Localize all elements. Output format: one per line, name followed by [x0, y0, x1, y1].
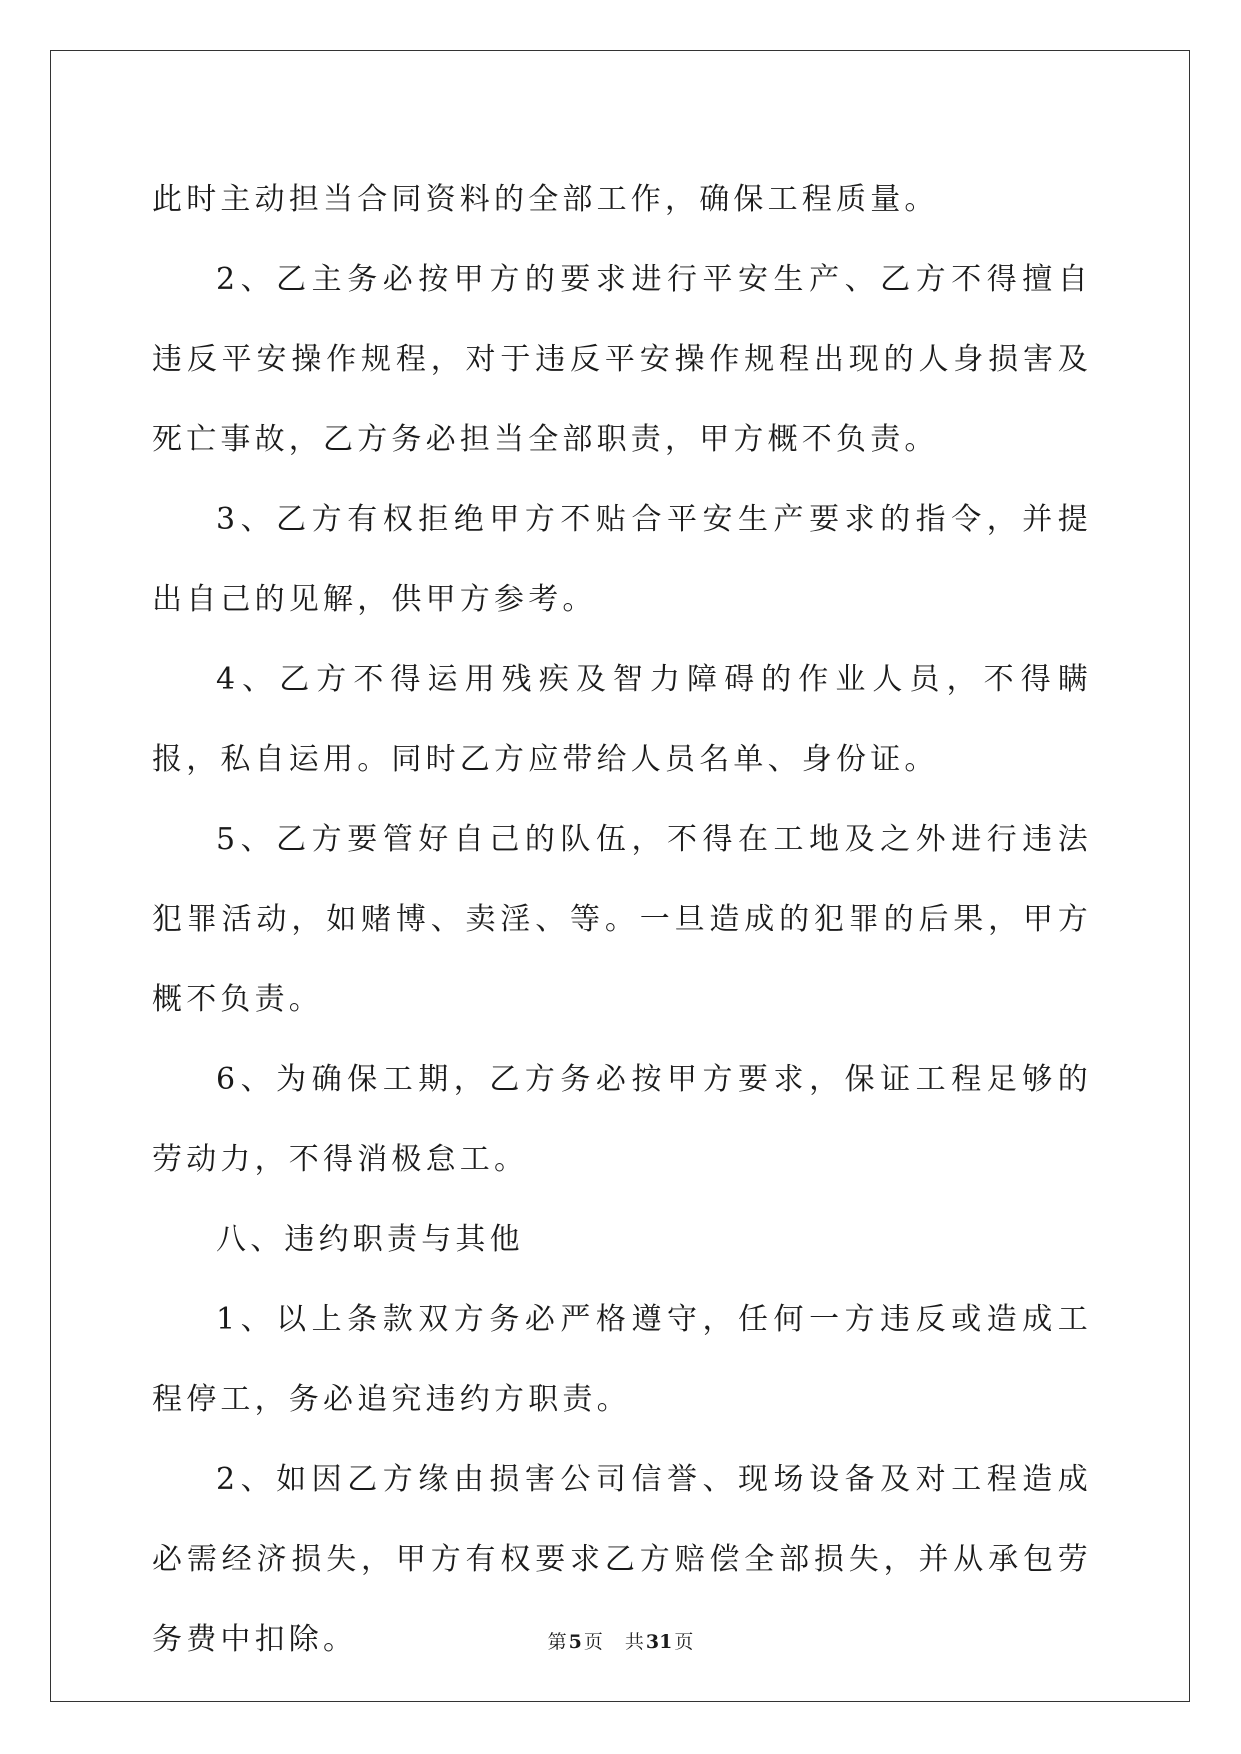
paragraph-2: 2、乙主务必按甲方的要求进行平安生产、乙方不得擅自违反平安操作规程，对于违反平安操作规程出现的人身损害及死亡事故，乙方务必担当全部职责，甲方概不负责。 [152, 262, 1092, 457]
page-suffix: 页 [583, 1631, 603, 1653]
paragraph-1: 此时主动担当合同资料的全部工作，确保工程质量。 [152, 182, 939, 217]
paragraph-6: 6、为确保工期，乙方务必按甲方要求，保证工程足够的劳动力，不得消极怠工。 [152, 1062, 1092, 1177]
page-prefix: 第 [547, 1631, 567, 1653]
document-body [152, 160, 1092, 1680]
paragraph-5: 5、乙方要管好自己的队伍，不得在工地及之外进行违法犯罪活动，如赌博、卖淫、等。一旦造成的犯罪的后果，甲方概不负责。 [152, 822, 1092, 1017]
total-suffix: 页 [674, 1631, 694, 1653]
paragraph-4: 4、乙方不得运用残疾及智力障碍的作业人员，不得瞒报，私自运用。同时乙方应带给人员名单、身份证。 [152, 662, 1092, 777]
total-prefix: 共 [624, 1631, 644, 1653]
page-number: 5 [568, 1631, 582, 1653]
paragraph-8: 2、如因乙方缘由损害公司信誉、现场设备及对工程造成必需经济损失，甲方有权要求乙方赔偿全部损失，并从承包劳务费中扣除。 [152, 1462, 1092, 1657]
page-footer [0, 1630, 1241, 1654]
paragraph-7: 1、以上条款双方务必严格遵守，任何一方违反或造成工程停工，务必追究违约方职责。 [152, 1302, 1092, 1417]
paragraph-3: 3、乙方有权拒绝甲方不贴合平安生产要求的指令，并提出自己的见解，供甲方参考。 [152, 502, 1092, 617]
total-pages: 31 [645, 1631, 673, 1653]
section-heading: 八、违约职责与其他 [216, 1222, 524, 1257]
